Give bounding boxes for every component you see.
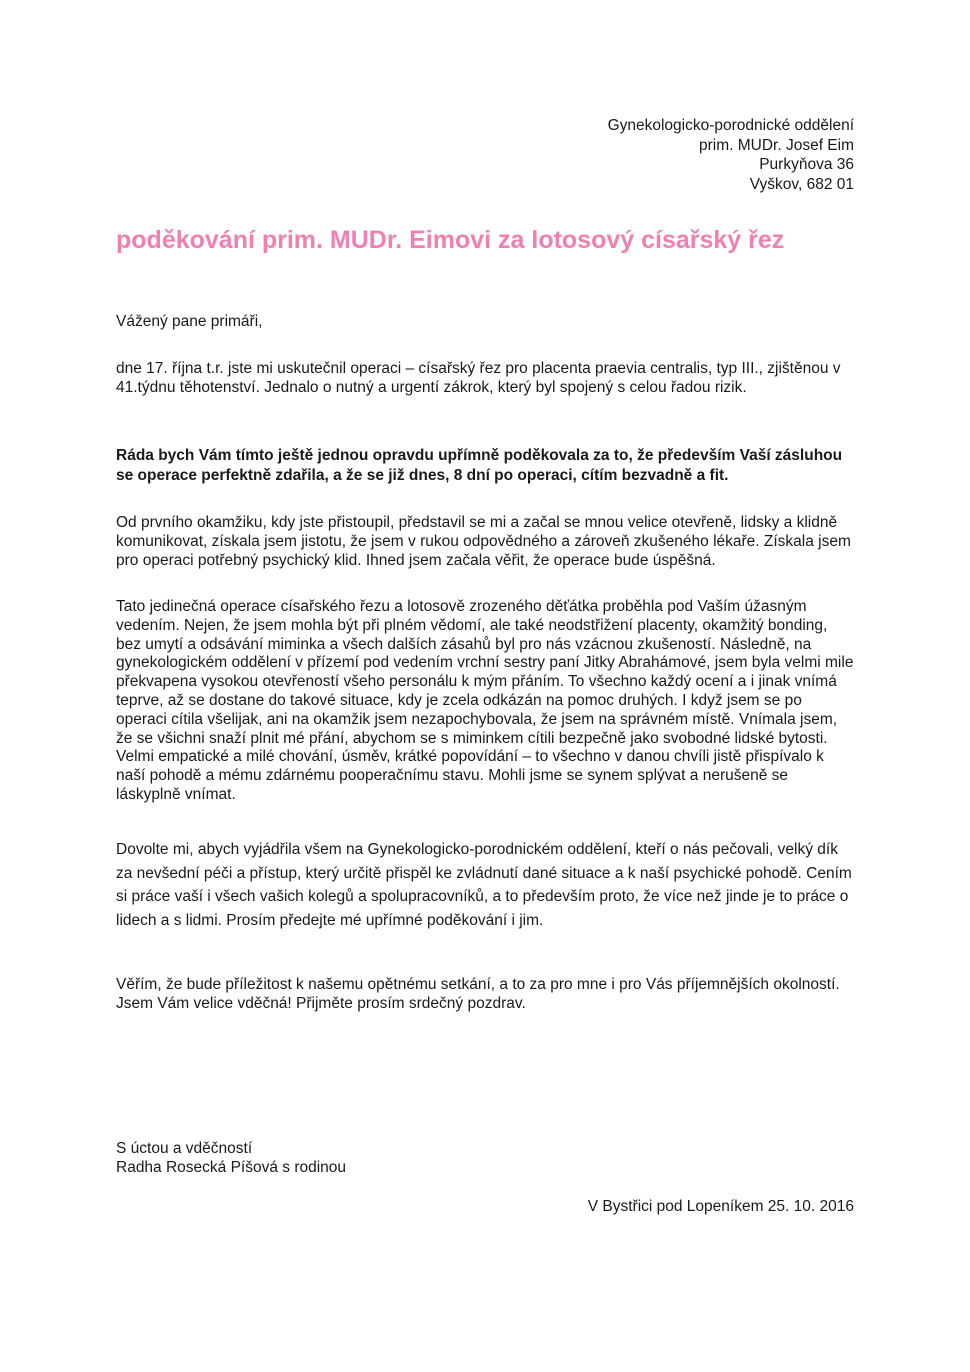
salutation: Vážený pane primáři, [116, 313, 263, 330]
address-line-name: prim. MUDr. Josef Eim [698, 136, 854, 154]
paragraph-thanks-bold: Ráda bych Vám tímto ještě jednou opravdu upřímně poděkovala za to, že především Vaší zásluhou se operace perfektně zdařila, a že se již dnes, 8 dní po operaci, cítím bezvadně a fit. [116, 447, 843, 484]
address-line-city: Vyškov, 682 01 [749, 175, 854, 193]
recipient-address [608, 116, 854, 194]
address-line-department: Gynekologicko-porodnické oddělení [607, 117, 854, 134]
paragraph-operation: dne 17. října t.r. jste mi uskutečnil operaci – císařský řez pro placenta praevia centralis, typ III., zjištěnou v 41.týdnu těhotenství. Jednalo o nutný a urgentí zákrok, který byl spojený s celou řadou rizik. [116, 360, 841, 396]
place-and-date: V Bystřici pod Lopeníkem 25. 10. 2016 [587, 1198, 854, 1215]
paragraph-gratitude-staff: Dovolte mi, abych vyjádřila všem na Gynekologicko-porodnickém oddělení, kteří o nás pečovali, velký dík za nevšední péči a přístup, který určitě přispěl ke zvládnutí dané situace a k naší psychické pohodě. Cením si práce vaší i všech vašich kolegů a spolupracovníků, a to především proto, že více než jinde je to práce o lidech a s lidmi. Prosím předejte mé upřímné poděkování i jim. [116, 841, 852, 929]
signature-name: Radha Rosecká Píšová s rodinou [116, 1159, 347, 1176]
paragraph-first-moment: Od prvního okamžiku, kdy jste přistoupil, představil se mi a začal se mnou velice otevřeně, lidsky a klidně komunikovat, získala jsem jistotu, že jsem v rukou odpovědného a zároveň zkušeného lékaře. Získala jsem pro operaci potřebný psychický klid. Ihned jsem začala věřit, že operace bude úspěšná. [116, 514, 851, 569]
paragraph-lotus-birth: Tato jedinečná operace císařského řezu a lotosově zrozeného děťátka proběhla pod Vaším úžasným vedením. Nejen, že jsem mohla být při plném vědomí, ale také neodstřižení placenty, okamžitý bonding, bez umytí a odsávání miminka a všech dalších zásahů byl pro nás vzácnou zkušeností. Následně, na gynekologickém oddělení v přízemí pod vedením vrchní sestry paní Jitky Abrahámové, jsem byla velmi mile překvapena vysokou otevřeností všeho personálu k mým přáním. To všechno každý ocení a i jinak vnímá teprve, až se dostane do takové situace, kdy je zcela odkázán na pomoc druhých. I když jsem se po operaci cítila všelijak, ani na okamžik jsem nezapochybovala, že jsem na správném místě. Vnímala jsem, že se všichni snaží plnit mé přání, abychom se s miminkem cítili bezpečně jako svobodné lidské bytosti. Velmi empatické a milé chování, úsměv, krátké popovídání – to všechno v danou chvíli jistě přispívalo k naší pohodě a mému zdárnému pooperačnímu stavu. Mohli jsme se synem splývat a nerušeně se láskyplně vnímat. [116, 598, 854, 803]
letter-title: poděkování prim. MUDr. Eimovi za lotosový císařský řez [116, 226, 785, 254]
closing-line: S úctou a vděčností [116, 1140, 253, 1157]
closing-signature [116, 1139, 346, 1177]
address-line-street: Purkyňova 36 [759, 156, 854, 173]
paragraph-farewell: Věřím, že bude příležitost k našemu opětnému setkání, a to za pro mne i pro Vás příjemnějších okolností. Jsem Vám velice vděčná! Přijměte prosím srdečný pozdrav. [116, 976, 840, 1012]
